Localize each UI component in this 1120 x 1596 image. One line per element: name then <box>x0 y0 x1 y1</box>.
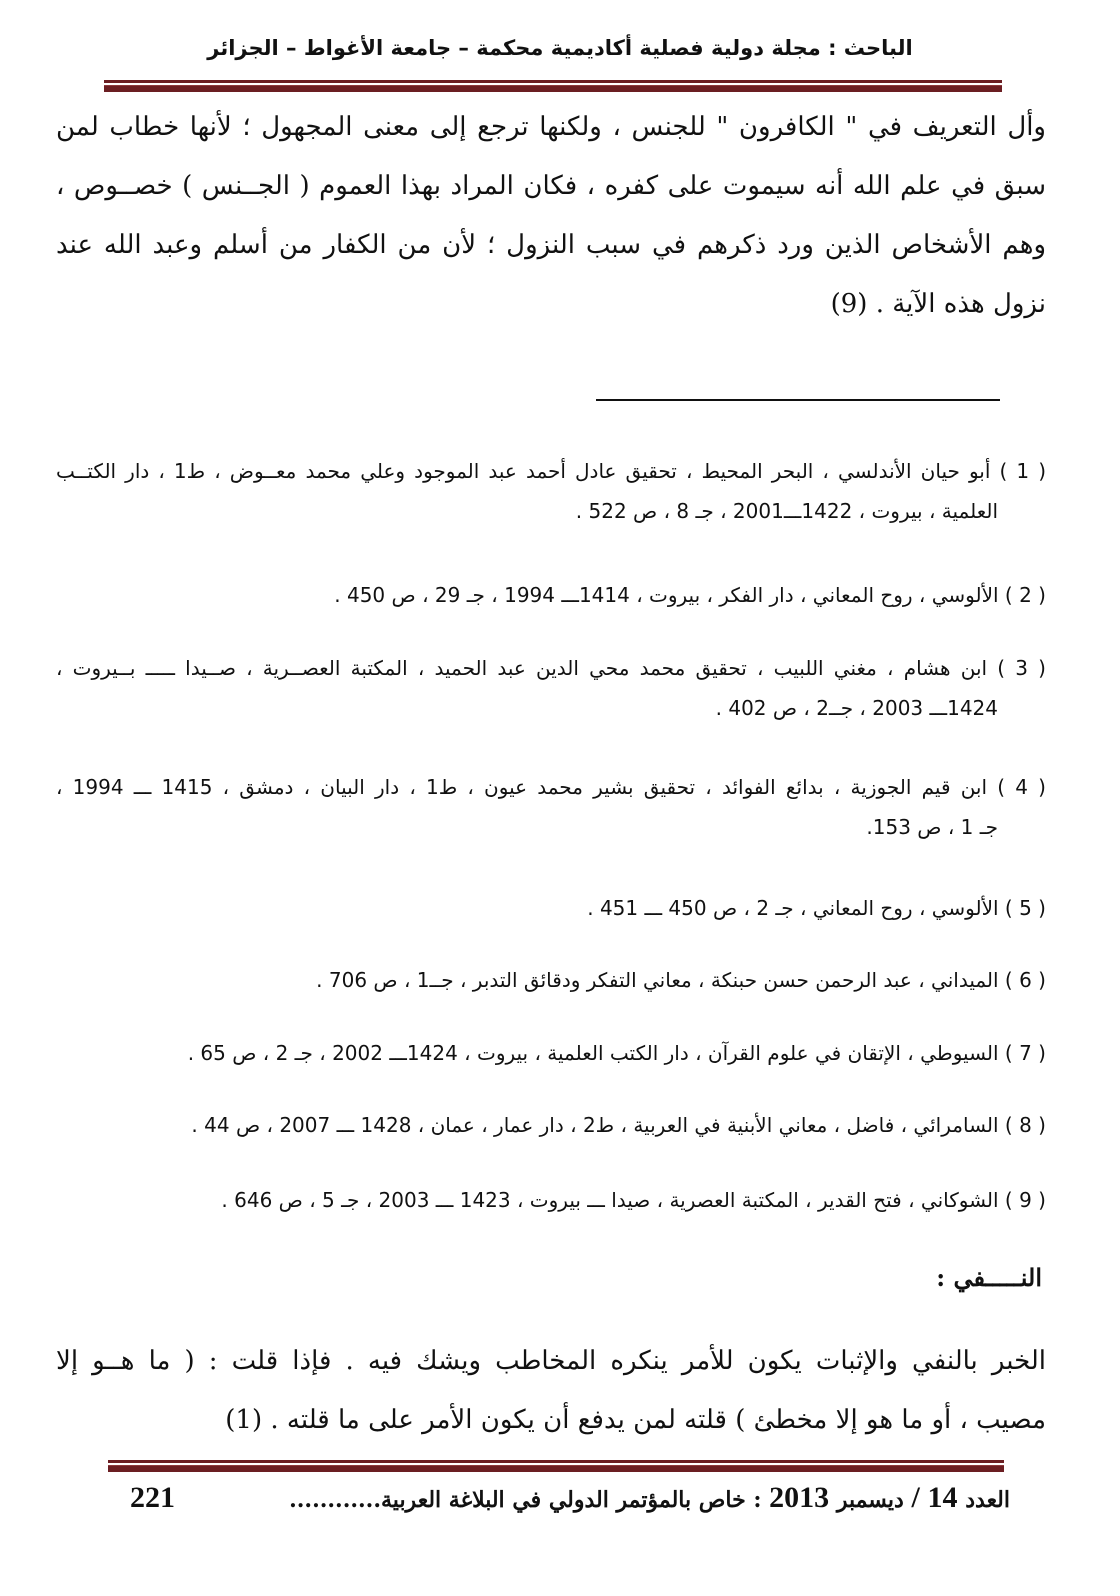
footnote-separator <box>596 399 1000 401</box>
paragraph-line: وهم الأشخاص الذين ورد ذكرهم في سبب النزول ؛ لأن من الكفار من أسلم وعبد الله عند <box>56 230 1046 260</box>
paragraph-line: سبق في علم الله أنه سيموت على كفره ، فكان المراد بهذا العموم ( الجــنس ) خصــوص ، <box>56 171 1046 201</box>
running-header: الباحث : مجلة دولية فصلية أكاديمية محكمة – جامعة الأغواط – الجزائر <box>207 36 913 60</box>
footnote-8 <box>56 1105 1046 1145</box>
header-rule-thin <box>104 80 1002 83</box>
section-heading: النـــــفي : <box>936 1263 1042 1292</box>
footnote-line: ( 5 ) الألوسي ، روح المعاني ، جـ 2 ، ص 450 ـــ 451 . <box>587 896 1046 920</box>
footnote-line: العلمية ، بيروت ، 1422ـــ2001 ، جـ 8 ، ص 522 . <box>575 499 998 523</box>
footer-rule <box>108 1460 1004 1472</box>
issue-month: ديسمبر <box>836 1487 904 1513</box>
footnote-9 <box>56 1180 1046 1220</box>
paragraph-line: نزول هذه الآية . (9) <box>830 289 1046 319</box>
footnote-line: ( 2 ) الألوسي ، روح المعاني ، دار الفكر ، بيروت ، 1414ـــ 1994 ، جـ 29 ، ص 450 . <box>334 583 1046 607</box>
footnote-3 <box>56 648 1046 728</box>
issue-number: 14 <box>927 1481 958 1514</box>
footnote-line: جـ 1 ، ص 153. <box>866 815 998 839</box>
paragraph-line: وأل التعريف في " الكافرون " للجنس ، ولكنها ترجع إلى معنى المجهول ؛ لأنها خطاب لمن <box>56 112 1046 142</box>
footnote-6 <box>56 960 1046 1000</box>
footnote-line: ( 7 ) السيوطي ، الإتقان في علوم القرآن ، دار الكتب العلمية ، بيروت ، 1424ـــ 2002 ، جـ 2 ، ص 65 . <box>187 1041 1046 1065</box>
issue-separator: / <box>911 1481 920 1514</box>
footnote-line: ( 3 ) ابن هشام ، مغني اللبيب ، تحقيق محمد محي الدين عبد الحميد ، المكتبة العصــرية ، صــيدا ـــــ بــيروت ، <box>56 656 1046 680</box>
page-number: 221 <box>130 1481 175 1514</box>
running-footer <box>130 1478 1010 1520</box>
header-rule-thick <box>104 85 1002 92</box>
footnote-line: ( 6 ) الميداني ، عبد الرحمن حسن حبنكة ، معاني التفكر ودقائق التدبر ، جــ1 ، ص 706 . <box>316 968 1046 992</box>
footnote-line: ( 8 ) السامرائي ، فاضل ، معاني الأبنية في العربية ، ط2 ، دار عمار ، عمان ، 1428 ـــ 2007 ، ص 44 . <box>191 1113 1046 1137</box>
footnote-1 <box>56 451 1046 531</box>
issue-description: : خاص بالمؤتمر الدولي في البلاغة العربية............ <box>289 1487 762 1513</box>
footer-rule-thin <box>108 1460 1004 1463</box>
footnote-line: ( 1 ) أبو حيان الأندلسي ، البحر المحيط ، تحقيق عادل أحمد عبد الموجود وعلي محمد معــوض ، ط1 ، دار الكتــب <box>56 459 1046 483</box>
footnote-line: ( 9 ) الشوكاني ، فتح القدير ، المكتبة العصرية ، صيدا ـــ بيروت ، 1423 ـــ 2003 ، جـ 5 ، ص 646 . <box>221 1188 1046 1212</box>
paragraph-line: الخبر بالنفي والإثبات يكون للأمر ينكره المخاطب ويشك فيه . فإذا قلت : ( ما هــو إلا <box>56 1346 1046 1376</box>
footnote-line: ( 4 ) ابن قيم الجوزية ، بدائع الفوائد ، تحقيق بشير محمد عيون ، ط1 ، دار البيان ، دمشق ، 1415 ـــ 1994 ، <box>56 775 1046 799</box>
footnote-line: 1424ـــ 2003 ، جــ2 ، ص 402 . <box>715 696 998 720</box>
footnote-5 <box>56 888 1046 928</box>
footnote-2 <box>56 575 1046 615</box>
header-rule <box>104 80 1002 92</box>
body-paragraph-2 <box>56 1332 1046 1450</box>
footer-rule-thick <box>108 1465 1004 1472</box>
body-paragraph-1 <box>56 98 1046 334</box>
footnote-7 <box>56 1033 1046 1073</box>
issue-label: العدد <box>965 1487 1010 1513</box>
issue-year: 2013 <box>769 1481 830 1514</box>
footnote-4 <box>56 767 1046 847</box>
paragraph-line: مصيب ، أو ما هو إلا مخطئ ) قلته لمن يدفع أن يكون الأمر على ما قلته . (1) <box>225 1405 1046 1435</box>
